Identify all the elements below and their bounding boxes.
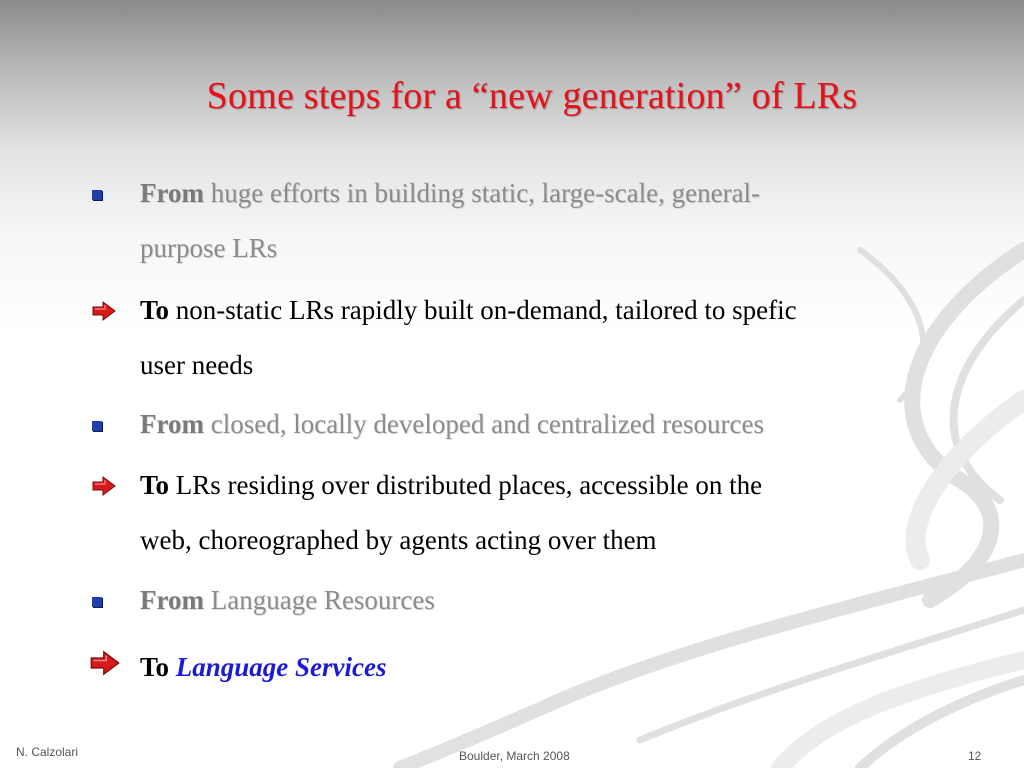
slide-title: Some steps for a “new generation” of LRs: [206, 75, 858, 117]
arrow-bullet-icon: [92, 301, 116, 321]
to-keyword: To: [140, 470, 170, 500]
from-keyword: From: [140, 409, 204, 439]
language-services-link[interactable]: Language Services: [175, 652, 387, 682]
arrow-bullet-icon: [90, 650, 120, 676]
arrow-bullet-icon: [92, 476, 116, 496]
item-text: user needs: [140, 350, 254, 380]
from-keyword: From: [140, 585, 204, 615]
item-text: purpose LRs: [140, 233, 278, 263]
list-item-from: [140, 166, 960, 276]
footer-author: N. Calzolari: [16, 745, 79, 759]
square-bullet-icon: [92, 190, 102, 200]
list-item-to: [140, 640, 960, 695]
square-bullet-icon: [92, 421, 102, 431]
to-keyword: To: [140, 295, 170, 325]
list-item-from: [140, 573, 960, 628]
item-text: LRs residing over distributed places, accessible on the: [175, 470, 763, 500]
item-text: huge efforts in building static, large-scale, general-: [210, 178, 761, 208]
list-item-from: [140, 397, 960, 452]
item-text: non-static LRs rapidly built on-demand, tailored to spefic: [175, 295, 797, 325]
item-text: Language Resources: [210, 585, 435, 615]
list-item-to: [140, 283, 960, 393]
footer-page-number: 12: [968, 749, 982, 763]
footer-place-date: Boulder, March 2008: [459, 749, 570, 763]
list-item-to: [140, 458, 960, 568]
to-keyword: To: [140, 652, 170, 682]
item-text: web, choreographed by agents acting over them: [140, 525, 657, 555]
from-keyword: From: [140, 178, 204, 208]
square-bullet-icon: [92, 597, 102, 607]
item-text: closed, locally developed and centralized resources: [210, 409, 764, 439]
